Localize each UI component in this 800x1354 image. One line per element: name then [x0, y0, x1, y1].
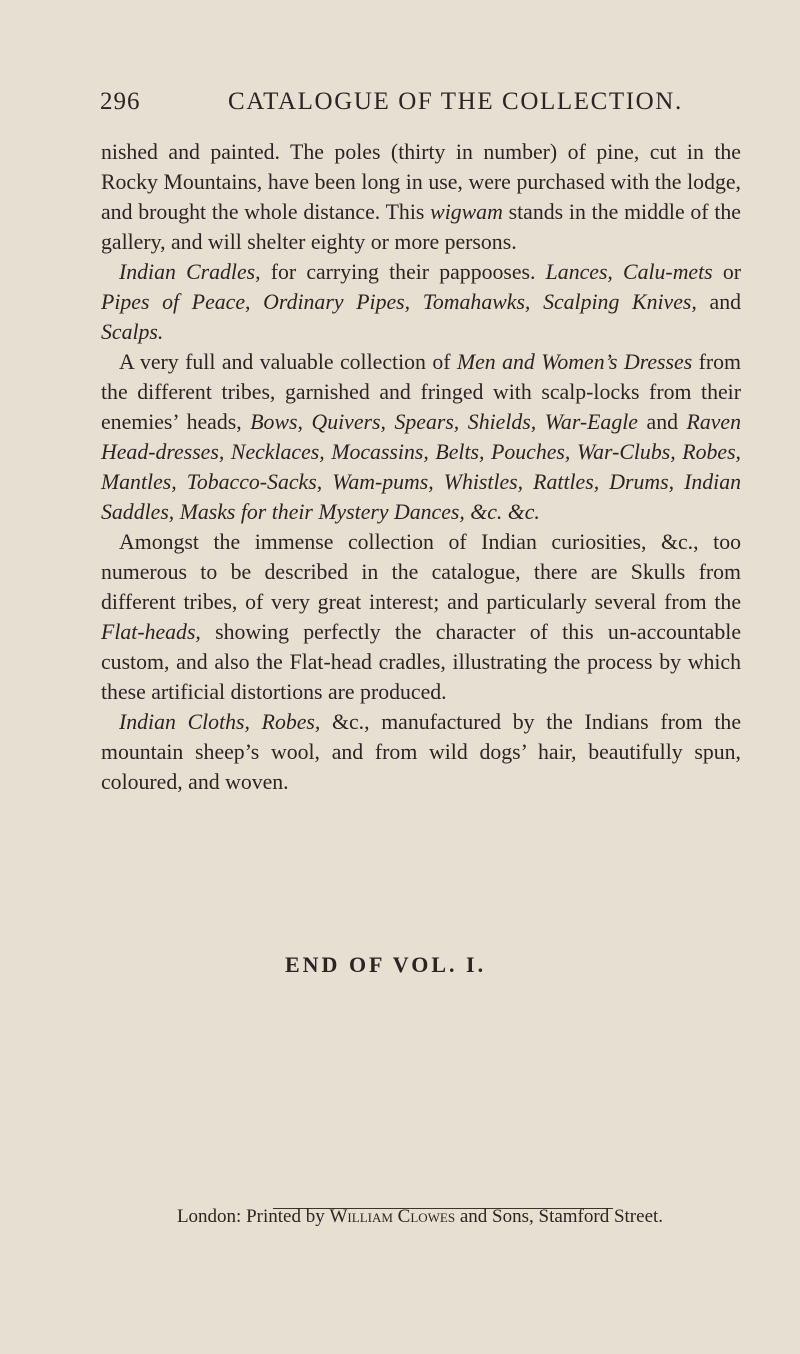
printer-imprint: London: Printed by William Clowes and Sons, Stamford Street. — [176, 1206, 664, 1227]
paragraph-skulls: Amongst the immense collection of Indian curiosities, &c., too numerous to be described in the catalogue, there are Skulls from different tribes, of very great interest; and particularly several from the Flat-heads, showing perfectly the character of this un-accountable custom, and also the Flat-head cradles, illustrating the process by which these artificial distortions are produced. — [101, 530, 741, 704]
paragraph-dresses: A very full and valuable collection of Men and Women’s Dresses from the different tribes, garnished and fringed with scalp-locks from their enemies’ heads, Bows, Quivers, Spears, Shields, War-Eagle and Raven Head-dresses, Necklaces, Mocassins, Belts, Pouches, War-Clubs, Robes, Mantles, Tobacco-Sacks, Wam-pums, Whistles, Rattles, Drums, Indian Saddles, Masks for their Mystery Dances, &c. &c. — [101, 350, 742, 524]
end-of-volume: END OF VOL. I. — [285, 952, 487, 977]
page-number: 296 — [100, 88, 141, 115]
paragraph-wigwam: nished and painted. The poles (thirty in number) of pine, cut in the Rocky Mountains, have been long in use, were purchased with the lodge, and brought the whole distance. This wigwam stands in the middle of the gallery, and will shelter eighty or more persons. — [101, 140, 741, 254]
paragraph-cradles: Indian Cradles, for carrying their pappooses. Lances, Calu-mets or Pipes of Peace, Ordinary Pipes, Tomahawks, Scalping Knives, and Scalps. — [101, 260, 742, 344]
body-text — [101, 137, 741, 797]
page-title: CATALOGUE OF THE COLLECTION. — [228, 88, 683, 115]
paragraph-cloths: Indian Cloths, Robes, &c., manufactured by the Indians from the mountain sheep’s wool, and from wild dogs’ hair, beautifully spun, coloured, and woven. — [101, 710, 741, 794]
